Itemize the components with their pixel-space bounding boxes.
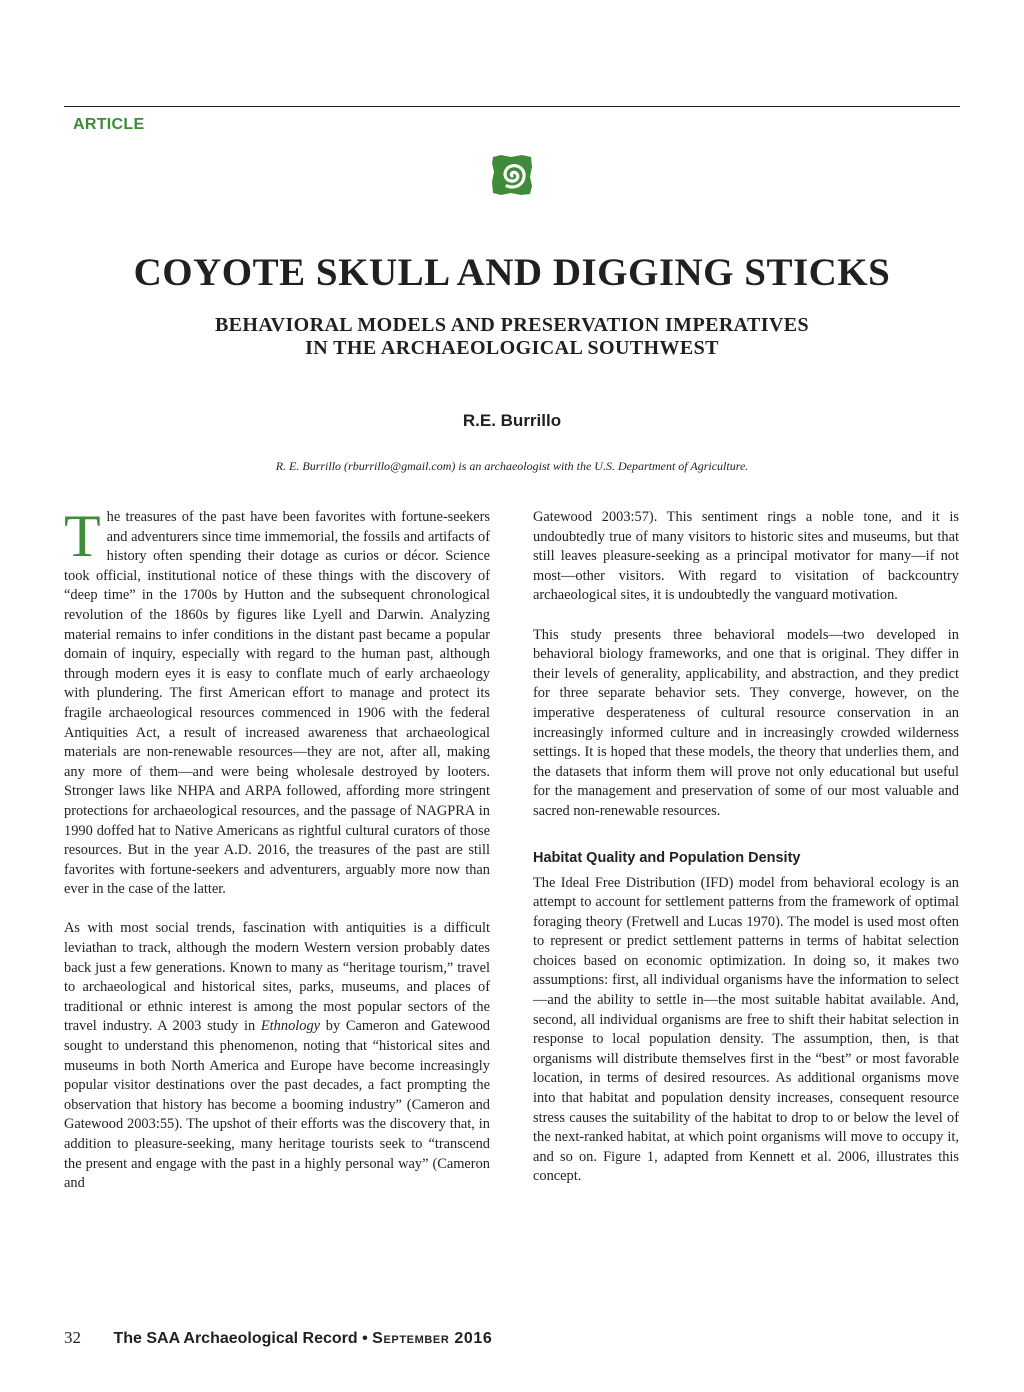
left-column: [64, 503, 490, 1194]
article-subtitle: [64, 314, 960, 360]
footer-separator: •: [362, 1330, 368, 1347]
subtitle-line-1: BEHAVIORAL MODELS AND PRESERVATION IMPERATIVES: [214, 314, 810, 336]
header-rule: [64, 106, 960, 107]
paragraph-text-before: As with most social trends, fascination with antiquities is a difficult leviathan to track, although the modern Western version probably dates back just a few generations. Known to many as “heritage tourism,” travel to archaeological and historical sites, parks, museums, and places of traditional or ethnic interest is among the most popular sectors of the travel industry. A 2003 study in: [64, 920, 490, 1035]
intro-paragraph: [64, 503, 490, 900]
section-heading: Habitat Quality and Population Density: [533, 849, 801, 866]
paragraph-text-after: by Cameron and Gatewood sought to understand this phenomenon, noting that “historical sites and museums in both North America and Europe have become increasingly popular visitor destinations over the past decades, a fact prompting the observation that history has become a booming industry” (Cameron and Gatewood 2003:55). The upshot of their efforts was the discovery that, in addition to pleasure-seeking, many heritage tourists seek to “transcend the present and engage with the past in a highly personal way” (Cameron and: [64, 1018, 490, 1192]
subtitle-line-2: IN THE ARCHAEOLOGICAL SOUTHWEST: [305, 337, 719, 359]
intro-paragraph-text: he treasures of the past have been favorites with fortune-seekers and adventurers since time immemorial, the fossils and artifacts of history often spending their dotage as curios or décor. Science took official, institutional notice of these things with the discovery of “deep time” in the 1700s by Hutton and the subsequent chronological revolution of the 1860s by figures like Lyell and Darwin. Analyzing material remains to infer conditions in the distant past became a popular domain of inquiry, especially with regard to the human past, although through modern eyes it is easy to conflate much of early archaeology with plundering. The first American effort to manage and protect its fragile archaeological resources commenced in 1906 with the federal Antiquities Act, a result of increased awareness that archaeological materials are non-renewable resources—they are not, after all, making any more of them—and were being wholesale destroyed by looters. Stronger laws like NHPA and ARPA followed, affording more stringent protections for archaeological resources, and the passage of NAGPRA in 1990 doffed hat to Native Americans as rightful cultural curators of those resources. But in the year A.D. 2016, the treasures of the past are still favorites with fortune-seekers and adventurers, arguably more now than ever in the case of the latter.: [64, 509, 490, 898]
drop-cap: T: [64, 503, 101, 569]
author-affiliation: R. E. Burrillo (rburrillo@gmail.com) is an archaeologist with the U.S. Department of Agriculture.: [275, 459, 749, 473]
heritage-tourism-paragraph: [64, 919, 490, 1193]
right-column: [533, 508, 959, 1187]
issue-date: September 2016: [372, 1330, 493, 1347]
journal-title: The SAA Archaeological Record: [113, 1330, 358, 1347]
page-number: 32: [64, 1328, 81, 1347]
spiral-logo-icon: [489, 152, 535, 198]
section-label: ARTICLE: [73, 116, 145, 133]
page-footer: [64, 1328, 492, 1348]
study-overview-paragraph: This study presents three behavioral models—two developed in behavioral biology frameworks, and one that is original. They differ in their levels of generality, applicability, and abstraction, and they predict for three separate behavior sets. They converge, however, on the imperative desperateness of cultural resource conservation in an increasingly informed culture and in increasingly crowded wilderness settings. It is hoped that these models, the theory that underlies them, and the datasets that inform them will prove not only educational but useful for the management and preservation of some of our most valuable and sacred non-renewable resources.: [533, 626, 959, 819]
author-name: R.E. Burrillo: [462, 411, 562, 430]
ifd-model-paragraph: The Ideal Free Distribution (IFD) model from behavioral ecology is an attempt to account for settlement patterns from the framework of optimal foraging theory (Fretwell and Lucas 1970). The model is used most often to represent or predict settlement patterns in terms of habitat selection choices based on economic optimization. In doing so, it makes two assumptions: first, all individual organisms have the information to select—and the ability to settle in—the most suitable habitat available. And, second, all individual organisms are free to shift their habitat selection in response to local population density. The assumption, then, is that organisms will distribute themselves first in the “best” or most favorable location, in terms of desired resources. As additional organisms move into that habitat and population density increases, consequent resource stress causes the suitability of the habitat to drop to or below the level of the next-ranked habitat, at which point organisms will move to occupy it, and so on. Figure 1, adapted from Kennett et al. 2006, illustrates this concept.: [533, 874, 959, 1185]
article-title: COYOTE SKULL AND DIGGING STICKS: [133, 251, 891, 294]
journal-name: Ethnology: [260, 1018, 321, 1035]
continued-paragraph: Gatewood 2003:57). This sentiment rings a noble tone, and it is undoubtedly true of many visitors to historic sites and museums, but that still leaves pleasure-seeking as a principal motivator for many—if not most—other visitors. With regard to visitation of backcountry archaeological sites, it is undoubtedly the vanguard motivation.: [533, 509, 959, 604]
